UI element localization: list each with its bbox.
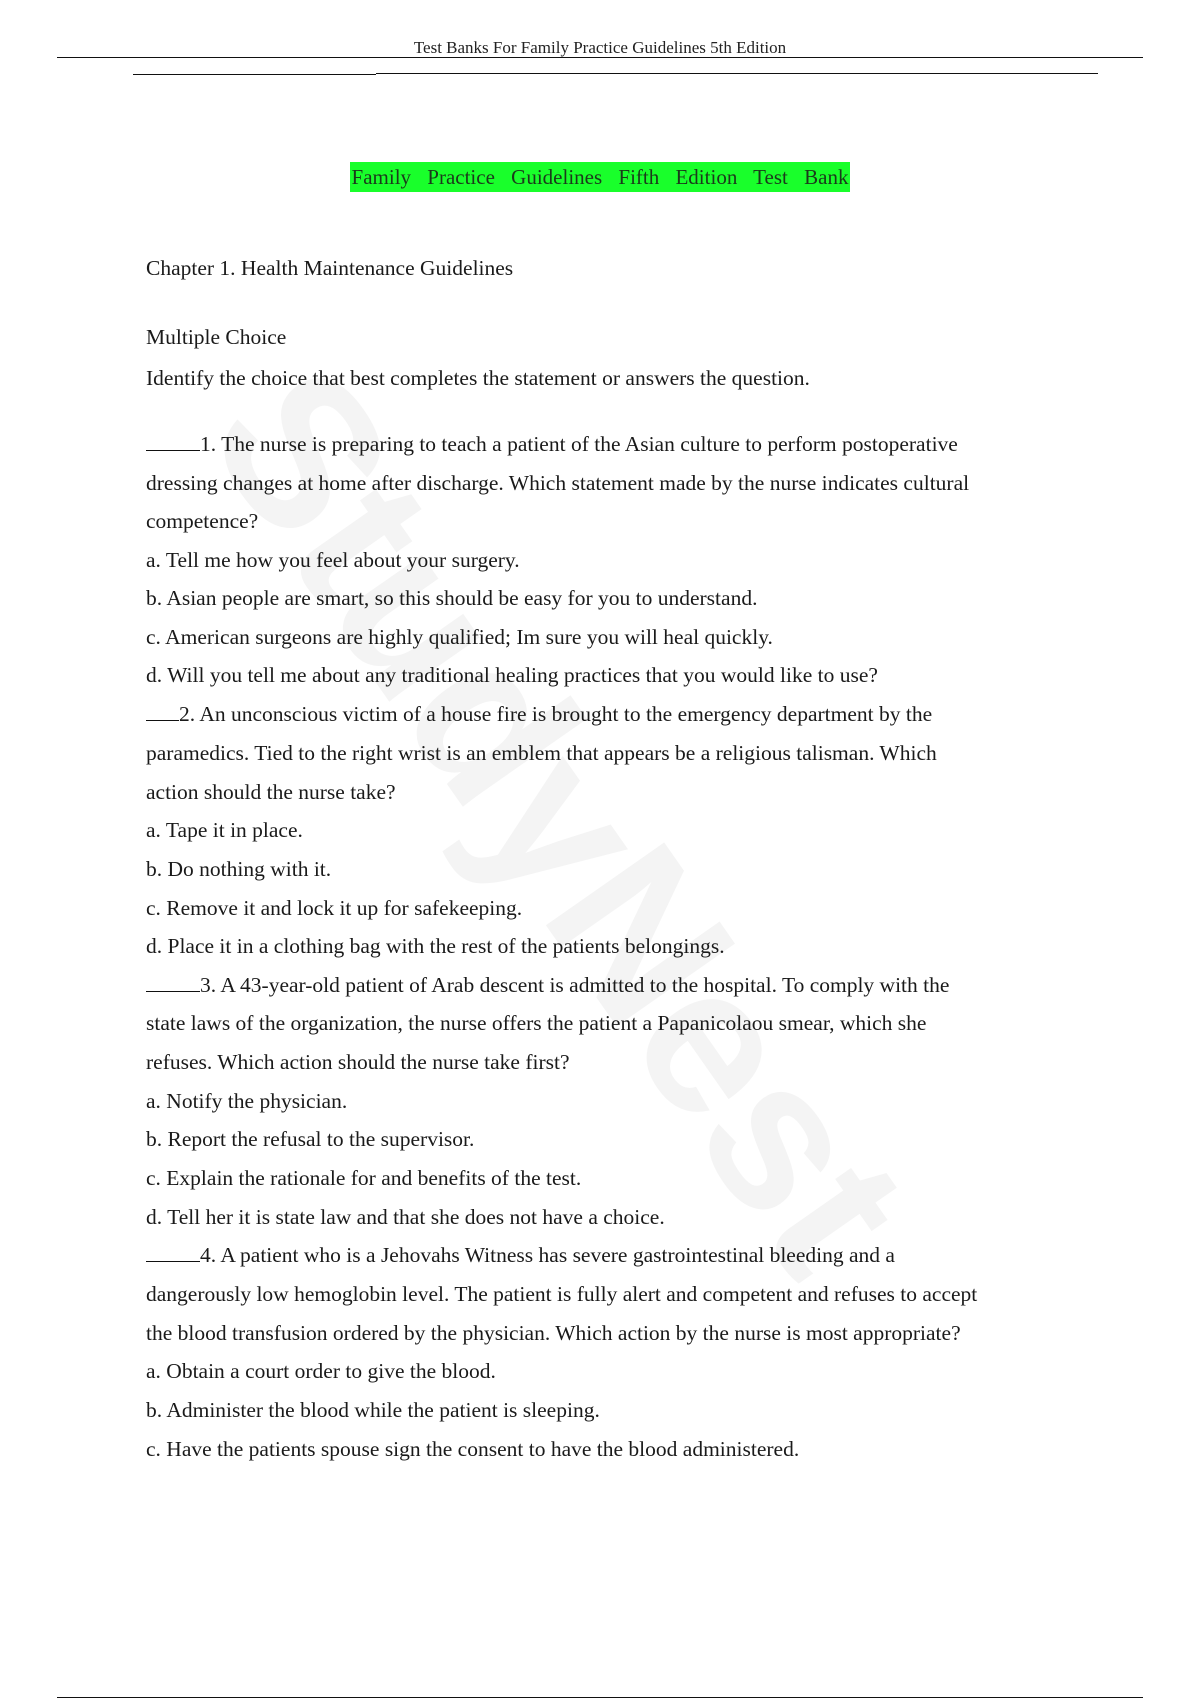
- question-2-option-c: c. Remove it and lock it up for safekeeping.: [146, 896, 523, 920]
- question-1-option-c: c. American surgeons are highly qualified; Im sure you will heal quickly.: [146, 625, 773, 649]
- question-2-option-d: d. Place it in a clothing bag with the rest of the patients belongings.: [146, 934, 725, 958]
- question-3-option-d: d. Tell her it is state law and that she does not have a choice.: [146, 1205, 665, 1229]
- question-2-option-a: a. Tape it in place.: [146, 818, 303, 842]
- question-4-option-a: a. Obtain a court order to give the blood.: [146, 1359, 496, 1383]
- instructions-text: Identify the choice that best completes the statement or answers the question.: [146, 366, 810, 390]
- header-rule-secondary: [376, 73, 1098, 74]
- question-1-option-d: d. Will you tell me about any traditional healing practices that you would like to use?: [146, 663, 878, 687]
- question-3-line-1: 3. A 43-year-old patient of Arab descent is admitted to the hospital. To comply with the: [146, 971, 949, 999]
- question-2-option-b: b. Do nothing with it.: [146, 857, 332, 881]
- question-4-option-c: c. Have the patients spouse sign the consent to have the blood administered.: [146, 1437, 800, 1461]
- chapter-heading: Chapter 1. Health Maintenance Guidelines: [146, 256, 514, 280]
- question-3-option-a: a. Notify the physician.: [146, 1089, 348, 1113]
- question-4-line-1: 4. A patient who is a Jehovahs Witness has severe gastrointestinal bleeding and a: [146, 1241, 895, 1269]
- question-3-option-c: c. Explain the rationale for and benefits of the test.: [146, 1166, 582, 1190]
- footer-rule: [57, 1697, 1143, 1698]
- question-3-option-b: b. Report the refusal to the supervisor.: [146, 1127, 475, 1151]
- question-3-line-3: refuses. Which action should the nurse take first?: [146, 1050, 570, 1074]
- question-1-line-2: dressing changes at home after discharge. Which statement made by the nurse indicates cultural: [146, 471, 970, 495]
- question-1-option-b: b. Asian people are smart, so this should be easy for you to understand.: [146, 586, 758, 610]
- question-4-line-2: dangerously low hemoglobin level. The patient is fully alert and competent and refuses to accept: [146, 1282, 978, 1306]
- title-container: [0, 162, 1200, 192]
- header-rule: [57, 57, 1143, 58]
- question-4-option-b: b. Administer the blood while the patient is sleeping.: [146, 1398, 600, 1422]
- question-2-line-2: paramedics. Tied to the right wrist is an emblem that appears be a religious talisman. Which: [146, 741, 937, 765]
- header-rule-secondary: [133, 74, 376, 75]
- answer-blank[interactable]: [146, 1241, 200, 1262]
- answer-blank[interactable]: [146, 971, 200, 992]
- answer-blank[interactable]: [146, 700, 179, 721]
- question-1-option-a: a. Tell me how you feel about your surgery.: [146, 548, 520, 572]
- question-1-line-3: competence?: [146, 509, 259, 533]
- question-1-line-1: 1. The nurse is preparing to teach a patient of the Asian culture to perform postoperative: [146, 430, 958, 458]
- running-header: Test Banks For Family Practice Guidelines 5th Edition: [413, 38, 787, 57]
- question-4-line-3: the blood transfusion ordered by the physician. Which action by the nurse is most appropriate?: [146, 1321, 961, 1345]
- question-2-line-1: 2. An unconscious victim of a house fire is brought to the emergency department by the: [146, 700, 932, 728]
- answer-blank[interactable]: [146, 430, 200, 451]
- question-2-line-3: action should the nurse take?: [146, 780, 396, 804]
- document-title: Family Practice Guidelines Fifth Edition Test Bank: [350, 162, 851, 192]
- section-heading: Multiple Choice: [146, 325, 287, 349]
- question-3-line-2: state laws of the organization, the nurse offers the patient a Papanicolaou smear, which she: [146, 1011, 927, 1035]
